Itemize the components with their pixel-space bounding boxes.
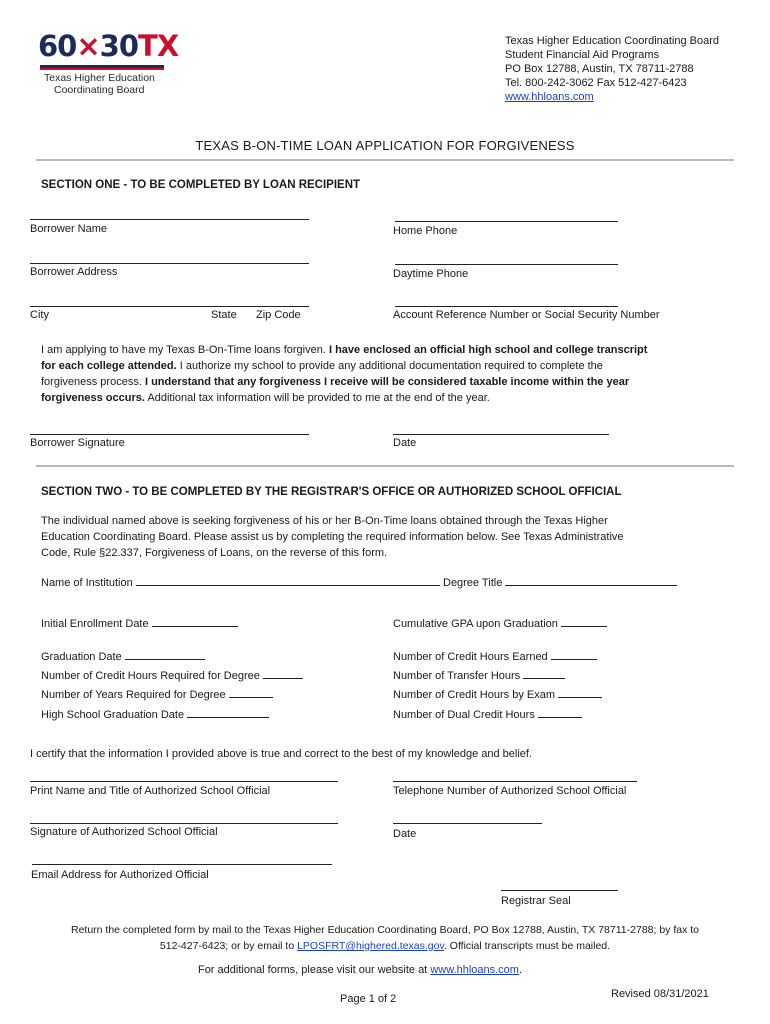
city-state-zip-line[interactable] [30,306,309,307]
section-two-intro: The individual named above is seeking forgiveness of his or her B-On-Time loans obtained through the Texas Higher Education Coordinating Board. Please assist us by completing the required information below. See Texas Administrative Code, Rule §22.337, Forgiveness of Loans, on the reverse of this form. [41,515,624,559]
graduation-date-field [41,649,205,663]
print-name-title-line[interactable] [30,781,338,782]
revised-date: Revised 08/31/2021 [611,988,709,1000]
telephone-official-line[interactable] [393,781,637,782]
state-label: State [211,309,237,321]
transfer-hours-label: Number of Transfer Hours [393,670,521,682]
city-label: City [30,309,49,321]
borrower-name-label: Borrower Name [30,223,108,235]
certification-statement: I certify that the information I provided above is true and correct to the best of my knowledge and belief. [30,748,532,760]
email-official-line[interactable] [32,864,332,865]
cumulative-gpa-input[interactable] [561,616,607,627]
logo-mark-60: 60 [38,29,77,63]
borrower-signature-line[interactable] [30,434,309,435]
degree-title-input[interactable] [505,575,677,586]
statement-sentence-4: I understand that any forgiveness I receive will be considered taxable income within the year forgiveness occurs. [41,376,630,404]
borrower-name-line[interactable] [30,219,309,220]
header-address-line3: PO Box 12788, Austin, TX 78711-2788 [505,63,694,75]
degree-title-field [443,575,677,589]
statement-sentence-5: Additional tax information will be provided to me at the end of the year. [147,392,490,404]
return-line-1: Return the completed form by mail to the Texas Higher Education Coordinating Board, PO Box 12788, Austin, TX 78711-2788; by fax to [70,924,700,936]
logo-mark-30: 30 [99,29,139,63]
additional-forms-text: For additional forms, please visit our website at [197,964,428,976]
header-address-line1: Texas Higher Education Coordinating Board [505,35,720,47]
statement-sentence-1: I am applying to have my Texas B-On-Time loans forgiven. [41,344,326,356]
hs-graduation-date-field [41,707,269,721]
hs-graduation-date-input[interactable] [187,707,269,718]
return-instructions [0,922,770,954]
print-name-title-label: Print Name and Title of Authorized School Official [30,785,271,797]
logo-mark-x: × [76,29,100,63]
return-line-2 [0,938,770,954]
logo-flag-bar-red [40,68,164,70]
borrower-signature-label: Borrower Signature [30,437,125,449]
section-divider [36,465,734,467]
registrar-seal-line [501,890,618,891]
official-date-line[interactable] [393,823,542,824]
dual-credit-hours-input[interactable] [538,707,582,718]
cumulative-gpa-label: Cumulative GPA upon Graduation [393,618,558,630]
footer-website-link[interactable]: www.hhloans.com [430,964,519,976]
signature-official-line[interactable] [30,823,338,824]
logo-org-line2: Coordinating Board [54,84,145,96]
credit-hours-required-input[interactable] [263,668,303,679]
header-address-line4: Tel. 800-242-3062 Fax 512-427-6423 [505,77,687,89]
years-required-label: Number of Years Required for Degree [41,689,226,701]
credit-hours-earned-field [393,649,597,663]
borrower-statement [41,342,661,406]
credit-hours-exam-label: Number of Credit Hours by Exam [393,689,555,701]
borrower-address-label: Borrower Address [30,266,118,278]
years-required-field [41,687,273,701]
return-email-link[interactable]: LPOSFRT@highered.texas.gov [297,940,444,952]
account-ref-label: Account Reference Number or Social Security Number [393,309,660,321]
credit-hours-exam-input[interactable] [558,687,602,698]
registrar-seal-label: Registrar Seal [501,895,571,907]
header-address-line2: Student Financial Aid Programs [505,49,660,61]
name-of-institution-label: Name of Institution [41,577,133,589]
page-number: Page 1 of 2 [340,993,397,1005]
years-required-input[interactable] [229,687,273,698]
signature-official-label: Signature of Authorized School Official [30,826,218,838]
daytime-phone-label: Daytime Phone [393,268,469,280]
initial-enrollment-date-input[interactable] [152,616,238,627]
official-date-label: Date [393,828,417,840]
initial-enrollment-date-label: Initial Enrollment Date [41,618,149,630]
return-line-2-end: . Official transcripts must be mailed. [443,940,611,952]
logo-mark-tx: TX [138,29,179,63]
email-official-label: Email Address for Authorized Official [31,869,209,881]
home-phone-label: Home Phone [393,225,458,237]
name-of-institution-input[interactable] [136,575,440,586]
zip-label: Zip Code [256,309,301,321]
dual-credit-hours-label: Number of Dual Credit Hours [393,709,535,721]
title-divider [36,159,734,161]
daytime-phone-line[interactable] [395,264,618,265]
return-line-2-start: 512-427-6423; or by email to [159,940,295,952]
credit-hours-required-field [41,668,303,682]
additional-forms-period: . [518,964,523,976]
credit-hours-earned-input[interactable] [551,649,597,660]
degree-title-label: Degree Title [443,577,503,589]
logo-mark [38,30,178,62]
initial-enrollment-date-field [41,616,238,630]
graduation-date-input[interactable] [125,649,205,660]
graduation-date-label: Graduation Date [41,651,122,663]
borrower-date-line[interactable] [393,434,609,435]
statement-sentence-2: I have enclosed an official high school and college transcript for each college attended. [41,344,648,372]
section-two-heading: SECTION TWO - TO BE COMPLETED BY THE REGISTRAR'S OFFICE OR AUTHORIZED SCHOOL OFFICIAL [41,486,622,498]
name-of-institution-field [41,575,440,589]
home-phone-line[interactable] [395,221,618,222]
thecb-logo [38,29,179,96]
transfer-hours-input[interactable] [523,668,565,679]
borrower-address-line[interactable] [30,263,309,264]
credit-hours-required-label: Number of Credit Hours Required for Degree [41,670,260,682]
header-website-link[interactable]: www.hhloans.com [505,91,594,103]
statement-sentence-3: I authorize my school to provide any additional documentation required to complete the forgiveness process. [41,360,603,388]
borrower-date-label: Date [393,437,417,449]
credit-hours-earned-label: Number of Credit Hours Earned [393,651,548,663]
cumulative-gpa-field [393,616,607,630]
credit-hours-exam-field [393,687,602,701]
account-ref-line[interactable] [395,306,618,307]
hs-graduation-date-label: High School Graduation Date [41,709,185,721]
logo-org-line1: Texas Higher Education [44,72,155,84]
dual-credit-hours-field [393,707,582,721]
section-one-heading: SECTION ONE - TO BE COMPLETED BY LOAN RECIPIENT [41,179,361,191]
additional-forms [0,964,720,976]
transfer-hours-field [393,668,565,682]
telephone-official-label: Telephone Number of Authorized School Official [393,785,627,797]
form-title: TEXAS B-ON-TIME LOAN APPLICATION FOR FORGIVENESS [195,138,575,153]
